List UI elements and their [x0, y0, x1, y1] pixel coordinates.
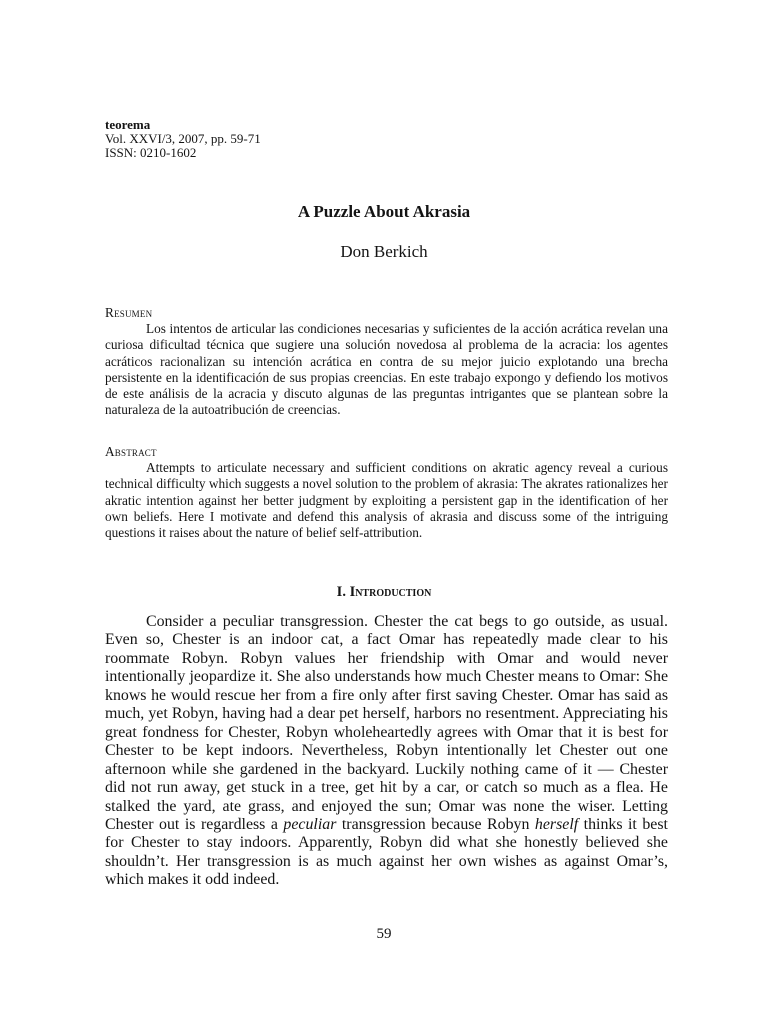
abstract-text: Attempts to articulate necessary and sufficient conditions on akratic agency reveal a curious technical difficulty which suggests a novel solution to the problem of akrasia: The akrates rationalizes her akratic intention against her better judgment by exploiting a persistent gap in the identification of her own beliefs. Here I motivate and defend this analysis of akrasia and discuss some of the intriguing questions it raises about the nature of belief self-attribution. — [105, 460, 668, 541]
introduction-paragraph — [105, 613, 668, 890]
paragraph-text-2: transgression because Robyn — [341, 815, 530, 833]
introduction-heading: I. Introduction — [336, 584, 432, 600]
article-author: Don Berkich — [340, 242, 428, 261]
abstract-section — [105, 444, 668, 541]
emphasis-herself: herself — [534, 815, 579, 833]
journal-name: teorema — [105, 117, 151, 132]
resumen-text: Los intentos de articular las condiciones necesarias y suficientes de la acción acrática revelan una curiosa dificultad técnica que sugiere una solución novedosa al problema de la acracia: los agentes acráticos racionalizan su intención acrática en contra de su mejor juicio explotando una brecha persistente en la identificación de sus propias creencias. En este trabajo expongo y defiendo los motivos de este análisis de la acracia y discuto algunas de las preguntas intrigantes que se plantean sobre la naturaleza de la autoatribución de creencias. — [105, 321, 668, 418]
journal-masthead — [105, 118, 261, 160]
page-number: 59 — [376, 926, 392, 942]
resumen-heading: Resumen — [105, 305, 153, 320]
abstract-heading: Abstract — [105, 444, 157, 459]
paragraph-text-1: Consider a peculiar transgression. Chester the cat begs to go outside, as usual. Even so, Chester is an indoor cat, a fact Omar has repeatedly made clear to his roommate Robyn. Robyn values her friendship with Omar and would never intentionally jeopardize it. She also understands how much Chester means to Omar: She knows he would rescue her from a fire only after first saving Chester. Omar has said as much, yet Robyn, having had a dear pet herself, harbors no resentment. Appreciating his great fondness for Chester, Robyn wholeheartedly agrees with Omar that it is best for Chester to be kept indoors. Nevertheless, Robyn intentionally let Chester out one afternoon while she gardened in the backyard. Luckily nothing came of it — Chester did not run away, get stuck in a tree, get hit by a car, or catch so much as a flea. He stalked the yard, ate grass, and enjoyed the sun; Omar was none the wiser. Letting Chester out is regardless a — [105, 613, 668, 833]
article-title: A Puzzle About Akrasia — [297, 202, 471, 221]
issn-info: ISSN: 0210-1602 — [105, 145, 197, 160]
resumen-section — [105, 305, 668, 418]
volume-info: Vol. XXVI/3, 2007, pp. 59-71 — [105, 131, 261, 146]
emphasis-peculiar: peculiar — [283, 815, 337, 833]
paragraph-text-3: thinks it best for Chester to stay indoors. Apparently, Robyn did what she honestly believed she shouldn’t. Her transgression is as much against her own wishes as against Omar’s, which makes it odd indeed. — [105, 815, 668, 889]
